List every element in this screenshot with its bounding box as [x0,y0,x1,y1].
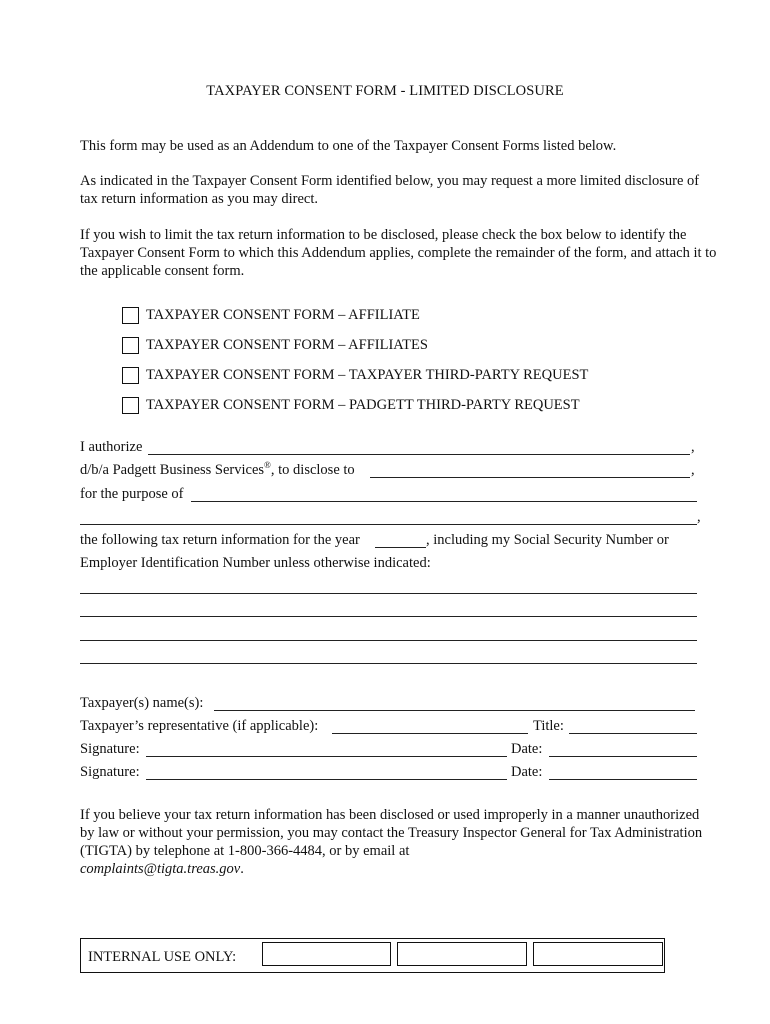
tax-info-line-1[interactable] [80,577,697,594]
authorized-party-field[interactable] [148,438,690,455]
comma: , [691,439,695,455]
dba-label: d/b/a Padgett Business Services®, to disclose to [80,460,355,478]
i-authorize-label: I authorize [80,439,143,455]
date-field-1[interactable] [549,740,697,757]
checkbox-taxpayer-third-party[interactable] [122,367,139,384]
option-label: TAXPAYER CONSENT FORM – AFFILIATE [146,307,420,323]
intro-paragraph-2: As indicated in the Taxpayer Consent Form identified below, you may request a more limited disclosure of tax return information as you may direct. [80,173,700,207]
following-label: the following tax return information for the year [80,532,360,548]
purpose-label: for the purpose of [80,486,184,502]
option-affiliates [122,335,428,355]
ssn-label: , including my Social Security Number or [426,532,669,548]
checkbox-padgett-third-party[interactable] [122,397,139,414]
ein-label: Employer Identification Number unless otherwise indicated: [80,555,431,571]
taxpayer-names-label: Taxpayer(s) name(s): [80,695,204,711]
tax-year-field[interactable] [375,531,426,548]
form-title: TAXPAYER CONSENT FORM - LIMITED DISCLOSURE [206,83,564,99]
internal-use-label: INTERNAL USE ONLY: [88,949,237,965]
date-field-2[interactable] [549,763,697,780]
signature-label: Signature: [80,764,140,780]
internal-field-3[interactable] [533,942,663,966]
internal-field-2[interactable] [397,942,527,966]
signature-field-2[interactable] [146,763,507,780]
title-label: Title: [533,718,564,734]
option-affiliate [122,305,420,325]
intro-paragraph-1: This form may be used as an Addendum to one of the Taxpayer Consent Forms listed below. [80,138,617,154]
tigta-notice: If you believe your tax return information has been disclosed or used improperly in a manner unauthorized by law or without your permission, you may contact the Treasury Inspector General for Tax Administration (TIGTA) by telephone at 1-800-366-4484, or by email at complaints@tigta.treas.gov. [80,807,703,877]
tigta-email-link[interactable]: complaints@tigta.treas.gov [80,861,241,877]
option-taxpayer-third-party [122,365,588,385]
representative-field[interactable] [332,717,528,734]
tax-info-line-2[interactable] [80,600,697,617]
comma: , [697,509,701,525]
taxpayer-names-field[interactable] [214,694,695,711]
title-field[interactable] [569,717,697,734]
disclose-to-field[interactable] [370,461,690,478]
option-label: TAXPAYER CONSENT FORM – TAXPAYER THIRD-PARTY REQUEST [146,367,589,383]
signature-field-1[interactable] [146,740,507,757]
comma: , [691,462,695,478]
tax-info-line-4[interactable] [80,647,697,664]
checkbox-affiliates[interactable] [122,337,139,354]
representative-label: Taxpayer’s representative (if applicable): [80,718,319,734]
signature-label: Signature: [80,741,140,757]
intro-paragraph-3: If you wish to limit the tax return information to be disclosed, please check the box below to identify the Taxpayer Consent Form to which this Addendum applies, complete the remainder of the form, and attach it to the applicable consent form. [80,227,717,279]
purpose-field[interactable] [191,485,697,502]
checkbox-affiliate[interactable] [122,307,139,324]
option-label: TAXPAYER CONSENT FORM – PADGETT THIRD-PARTY REQUEST [146,397,580,413]
purpose-field-continued[interactable] [80,508,697,525]
internal-field-1[interactable] [262,942,391,966]
tax-info-line-3[interactable] [80,624,697,641]
option-label: TAXPAYER CONSENT FORM – AFFILIATES [146,337,428,353]
date-label: Date: [511,764,543,780]
date-label: Date: [511,741,543,757]
option-padgett-third-party [122,395,580,415]
